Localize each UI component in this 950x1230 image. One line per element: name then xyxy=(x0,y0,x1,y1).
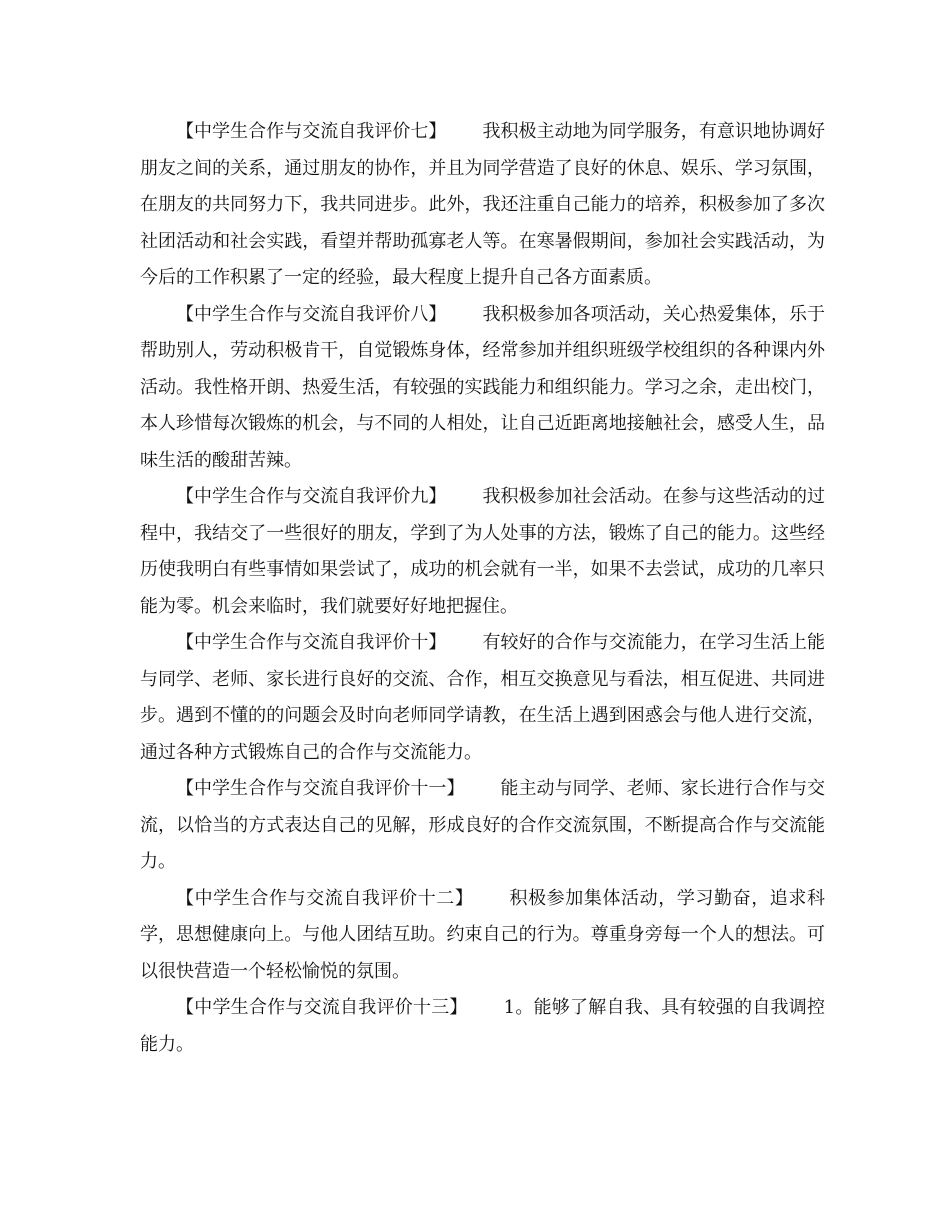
paragraph-12 xyxy=(140,881,825,991)
paragraph-text: 能主动与同学、老师、家长进行合作与交流，以恰当的方式表达自己的见解，形成良好的合作交流氛围，不断提高合作与交流能力。 xyxy=(140,778,825,872)
paragraph-13 xyxy=(140,990,825,1063)
paragraph-heading: 【中学生合作与交流自我评价七】 xyxy=(176,121,447,142)
paragraph-text: 我积极参加各项活动，关心热爱集体，乐于帮助别人，劳动积极肯干，自觉锻炼身体，经常参加并组织班级学校组织的各种课内外活动。我性格开朗、热爱生活，有较强的实践能力和组织能力。学习之余，走出校门，本人珍惜每次锻炼的机会，与不同的人相处，让自己近距离地接触社会，感受人生，品味生活的酸甜苦辣。 xyxy=(140,303,825,471)
paragraph-text: 我积极主动地为同学服务，有意识地协调好朋友之间的关系，通过朋友的协作，并且为同学营造了良好的休息、娱乐、学习氛围，在朋友的共同努力下，我共同进步。此外，我还注重自己能力的培养，积极参加了多次社团活动和社会实践，看望并帮助孤寡老人等。在寒暑假期间，参加社会实践活动，为今后的工作积累了一定的经验，最大程度上提升自己各方面素质。 xyxy=(140,121,825,288)
paragraph-heading: 【中学生合作与交流自我评价九】 xyxy=(176,486,447,507)
document-body xyxy=(140,114,825,1063)
paragraph-8 xyxy=(140,297,825,480)
paragraph-heading: 【中学生合作与交流自我评价十三】 xyxy=(176,997,468,1018)
paragraph-heading: 【中学生合作与交流自我评价十】 xyxy=(176,632,447,653)
paragraph-11 xyxy=(140,771,825,881)
paragraph-text: 我积极参加社会活动。在参与这些活动的过程中，我结交了一些很好的朋友，学到了为人处事的方法，锻炼了自己的能力。这些经历使我明白有些事情如果尝试了，成功的机会就有一半，如果不去尝试，成功的几率只能为零。机会来临时，我们就要好好地把握住。 xyxy=(140,486,825,617)
paragraph-heading: 【中学生合作与交流自我评价八】 xyxy=(176,303,447,325)
paragraph-10 xyxy=(140,625,825,771)
paragraph-text: 有较好的合作与交流能力，在学习生活上能与同学、老师、家长进行良好的交流、合作，相互交换意见与看法，相互促进、共同进步。遇到不懂的的问题会及时向老师同学请教，在生活上遇到困惑会与他人进行交流，通过各种方式锻炼自己的合作与交流能力。 xyxy=(140,632,825,763)
paragraph-heading: 【中学生合作与交流自我评价十二】 xyxy=(176,887,474,909)
paragraph-heading: 【中学生合作与交流自我评价十一】 xyxy=(176,778,465,799)
paragraph-7 xyxy=(140,114,825,297)
paragraph-9 xyxy=(140,479,825,625)
paragraph-text: 1。能够了解自我、具有较强的自我调控能力。 xyxy=(140,997,826,1055)
paragraph-text: 积极参加集体活动，学习勤奋，追求科学，思想健康向上。与他人团结互助。约束自己的行为。尊重身旁每一个人的想法。可以很快营造一个轻松愉悦的氛围。 xyxy=(140,887,825,982)
